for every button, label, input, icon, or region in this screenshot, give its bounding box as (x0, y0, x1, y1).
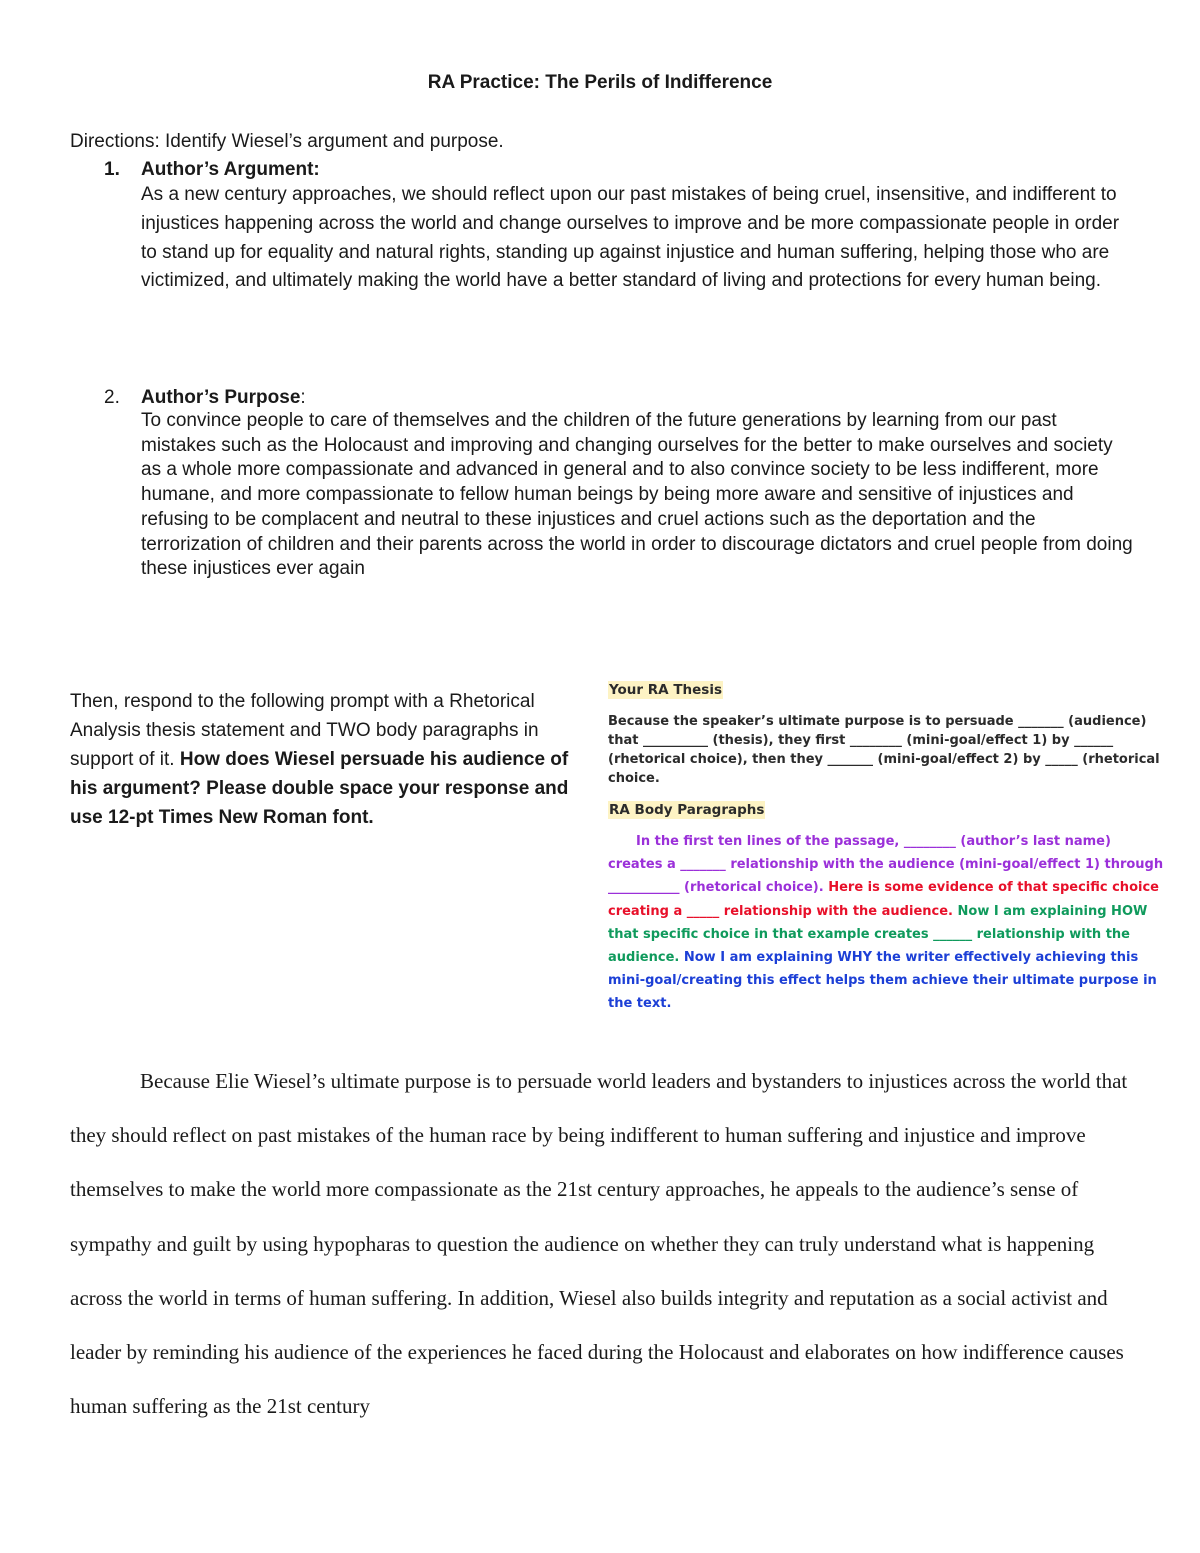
purpose-text: To convince people to care of themselves and the children of the future generations by learning from our past mistakes such as the Holocaust and improving and changing ourselves for the better to make ourselves and society as a whole more compassionate and advanced in general and to also convince society to be less indifferent, more humane, and more compassionate to fellow human beings by being more aware and sensitive of injustices and refusing to be complacent and neutral to these injustices and cruel actions such as the deportation and the terrorization of children and their parents across the world in order to discourage dictators and cruel people from doing these injustices ever again (141, 410, 1133, 580)
essay-paragraph: Because Elie Wiesel’s ultimate purpose is to persuade world leaders and bystanders to injustices across the world that they should reflect on past mistakes of the human race by being indifferent to human suffering and injustice and improve themselves to make the world more compassionate as the 21st century approaches, he appeals to the audience’s sense of sympathy and guilt by using hypopharas to question the audience on whether they can truly understand what is happening across the world in terms of human suffering. In addition, Wiesel also builds integrity and reputation as a social activist and leader by reminding his audience of the experiences he faced during the Holocaust and elaborates on how indifference causes human suffering as the 21st century (70, 1069, 1128, 1419)
purpose-number: 2. (104, 387, 120, 408)
ra-template-image (608, 682, 1168, 1016)
body-paragraph-template (608, 830, 1168, 1016)
thesis-template: Because the speaker’s ultimate purpose is to persuade _______ (audience) that __________ (thesis), they first ________ (mini-goal/effect 1) by ______ (rhetorical choice), then they _______ (mini-goal/effect 2) by _____ (rhetorical choice. (608, 714, 1160, 786)
template-blue-text: Now I am explaining WHY the writer effectively achieving this mini-goal/creating this effect helps them achieve their ultimate purpose in the text. (608, 950, 1157, 1012)
template-purple-text: In the first ten lines of the passage, ________ (author’s last name) creates a _______ relationship with the audience (mini-goal/effect 1) through ___________ (rhetorical choice). (608, 834, 1164, 896)
purpose-heading: Author’s Purpose (141, 387, 301, 408)
directions-text: Directions: Identify Wiesel’s argument and purpose. (70, 131, 504, 152)
argument-heading: Author’s Argument: (141, 159, 320, 180)
page-title: RA Practice: The Perils of Indifference (427, 72, 773, 93)
argument-number: 1. (104, 159, 120, 180)
prompt-plain: Then, respond to the following prompt with a Rhetorical Analysis thesis statement and TWO body paragraphs in support of it. (70, 691, 539, 770)
purpose-heading-line (141, 387, 1134, 409)
purpose-heading-colon: : (300, 387, 306, 408)
argument-heading-line (141, 159, 1134, 181)
prompt-question: How does Wiesel persuade his audience of his argument? Please double space your response and use 12-pt Times New Roman font. (70, 749, 569, 828)
thesis-heading: Your RA Thesis (609, 682, 722, 698)
argument-section (104, 159, 1134, 296)
prompt-text (70, 687, 570, 832)
template-red-text: Here is some evidence of that specific choice creating a _____ relationship with the audience. (608, 880, 1159, 919)
template-green-text: Now I am explaining HOW that specific choice in that example creates ______ relationship with the audience. (608, 903, 1148, 966)
argument-text: As a new century approaches, we should reflect upon our past mistakes of being cruel, insensitive, and indifferent to injustices happening across the world and change ourselves to improve and be more compassionate people in order to stand up for equality and natural rights, standing up against injustice and human suffering, helping those who are victimized, and ultimately making the world have a better standard of living and protections for every human being. (141, 184, 1120, 292)
purpose-section (104, 387, 1134, 582)
body-paragraphs-heading: RA Body Paragraphs (609, 802, 765, 818)
